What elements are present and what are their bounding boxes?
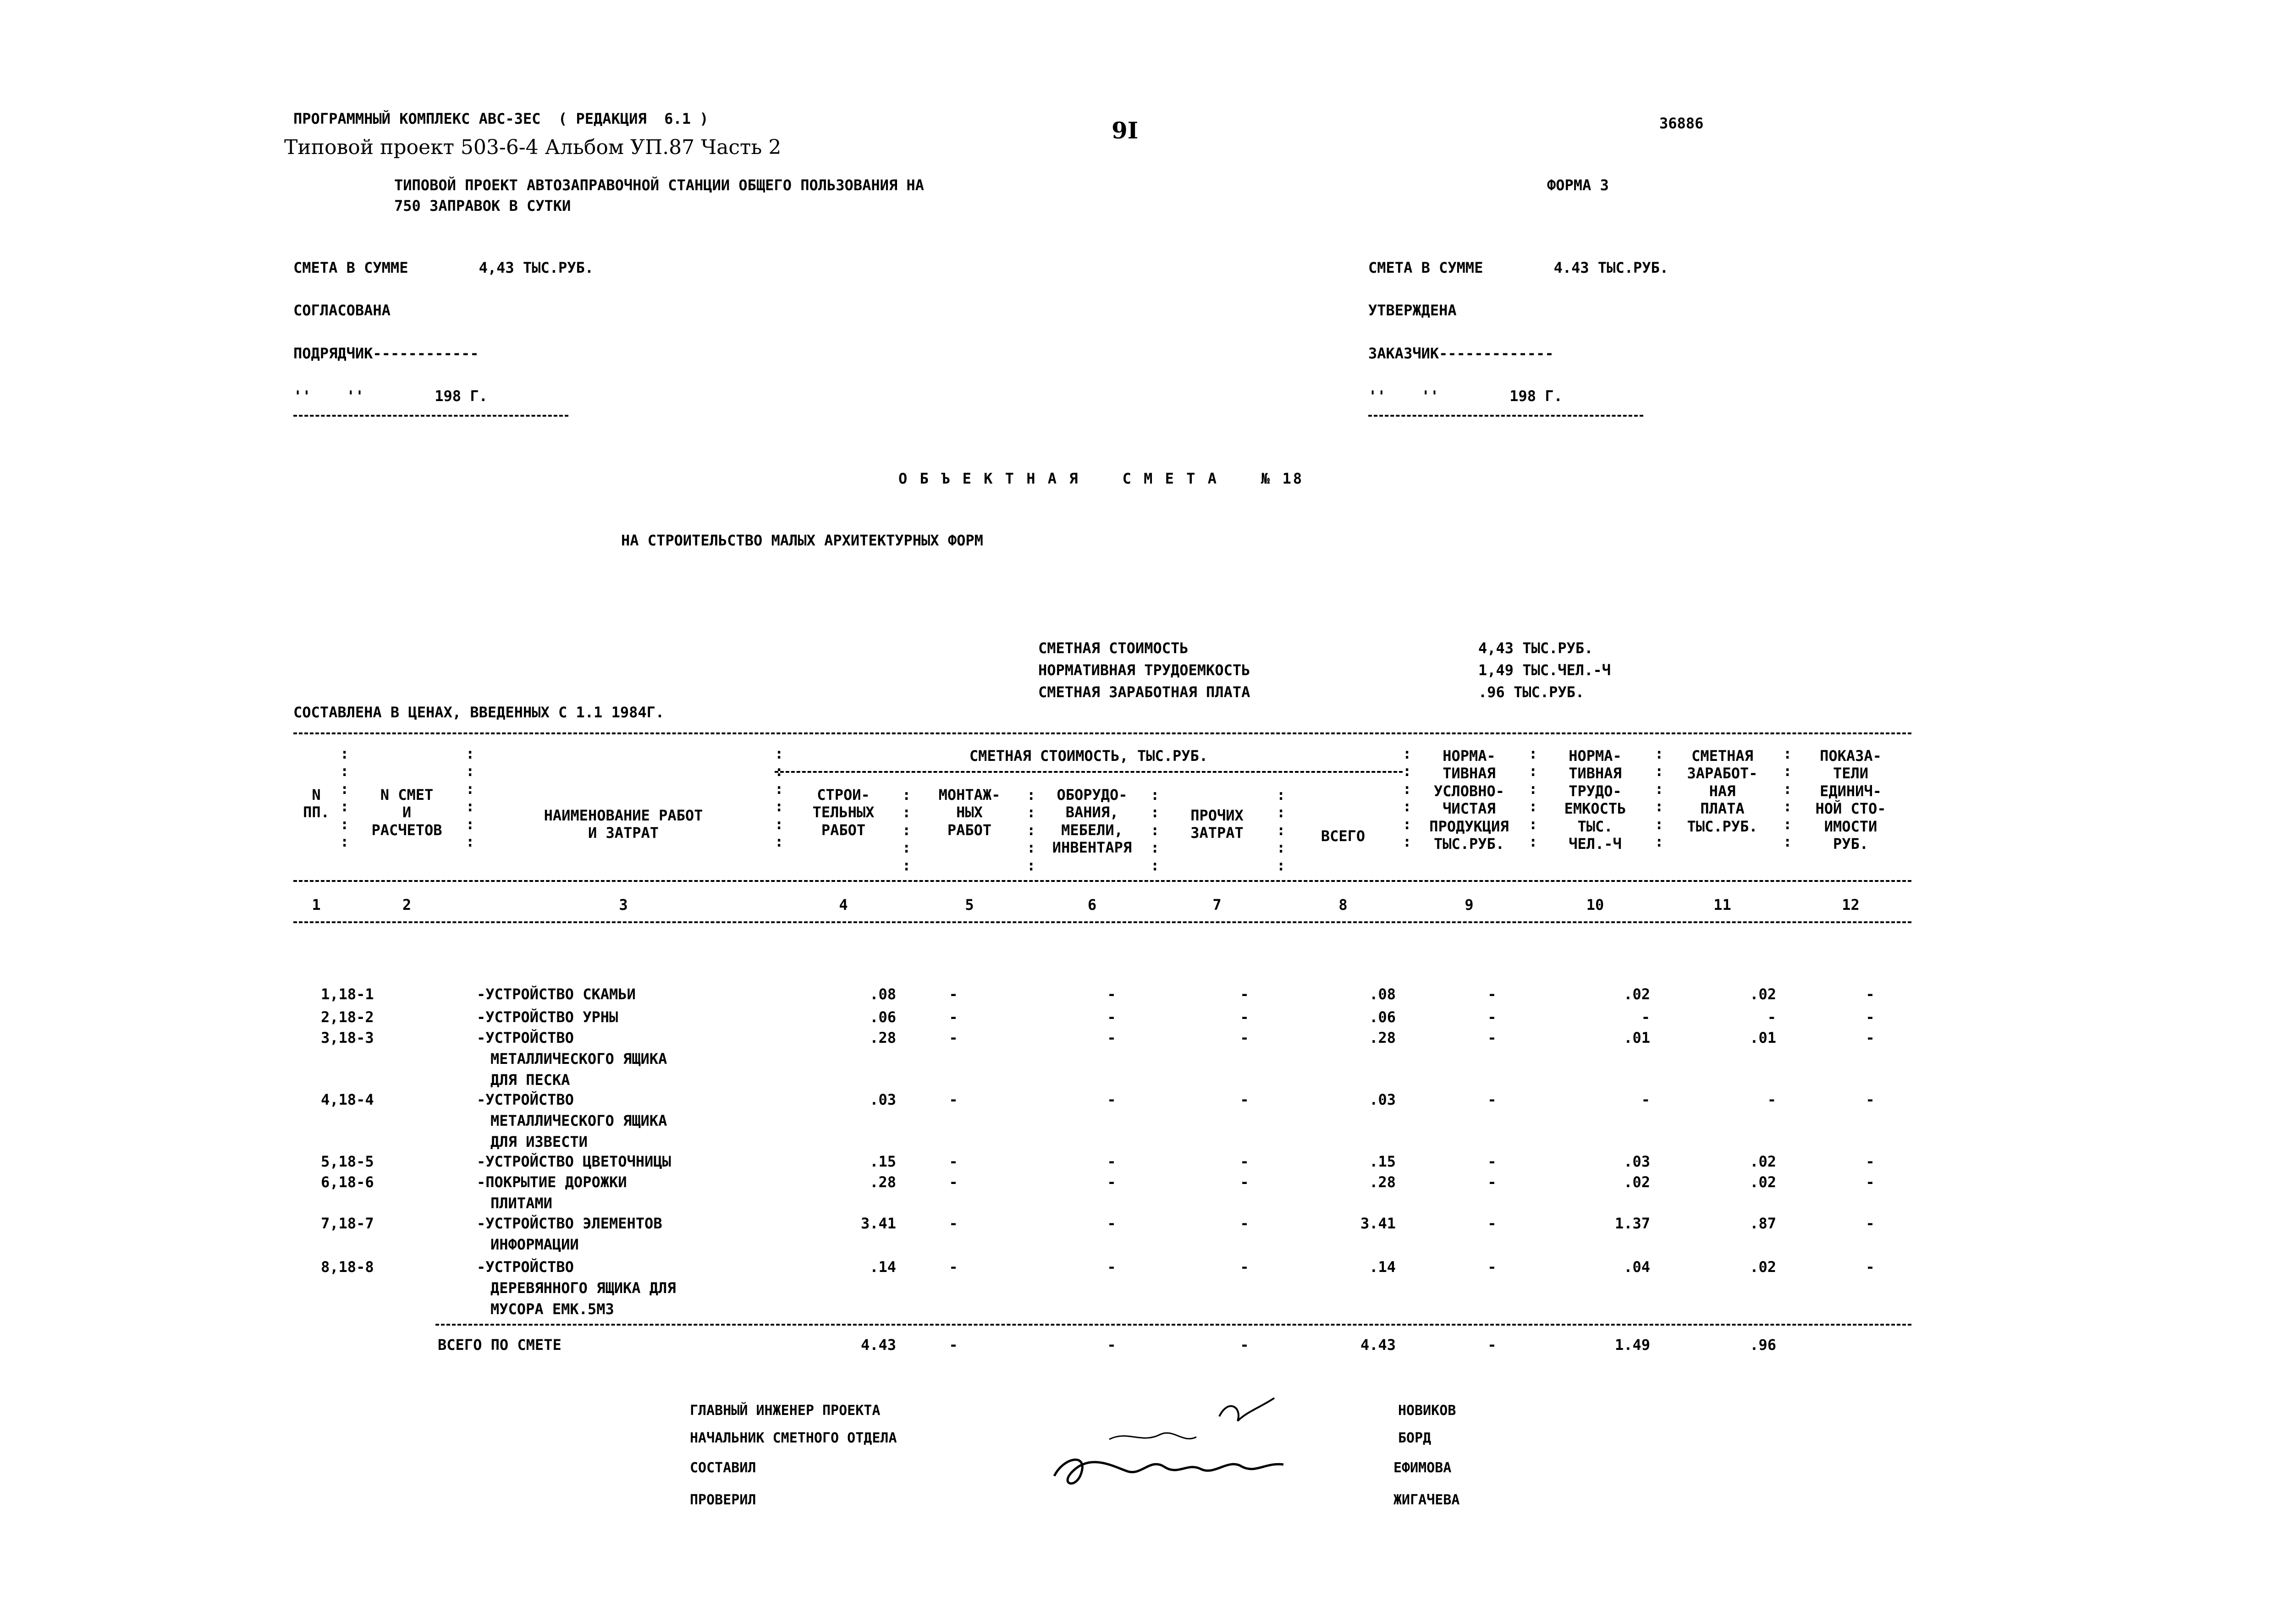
- row-c8: 3.41: [1360, 1215, 1396, 1232]
- signature-name: ЕФИМОВА: [1393, 1460, 1452, 1476]
- total-label: ВСЕГО ПО СМЕТЕ: [438, 1336, 562, 1354]
- header-cell: НОРМА- ТИВНАЯ ТРУДО- ЕМКОСТЬ ТЫС. ЧЕЛ.-Ч: [1564, 747, 1626, 853]
- row-c10: .02: [1624, 985, 1650, 1003]
- column-number: 1: [312, 896, 321, 914]
- project-title-line-1: ТИПОВОЙ ПРОЕКТ АВТОЗАПРАВОЧНОЙ СТАНЦИИ ОБЩЕГО ПОЛЬЗОВАНИЯ НА: [394, 176, 924, 194]
- row-name-line: МЕТАЛЛИЧЕСКОГО ЯЩИКА: [490, 1112, 667, 1129]
- row-name-line: -УСТРОЙСТВО: [477, 1258, 574, 1276]
- total-c9: -: [1487, 1336, 1497, 1354]
- row-c10: -: [1641, 1091, 1650, 1108]
- table-row: [0, 985, 2274, 1006]
- project-title-line-2: 750 ЗАПРАВОК В СУТКИ: [394, 197, 571, 215]
- row-c12: -: [1866, 1091, 1875, 1108]
- row-c6: -: [1107, 985, 1116, 1003]
- row-name-line: ДЛЯ ПЕСКА: [490, 1071, 570, 1089]
- total-c5: -: [949, 1336, 958, 1354]
- row-c6: -: [1107, 1153, 1116, 1170]
- row-c4: .08: [870, 985, 896, 1003]
- page-number: 9I: [1112, 117, 1139, 144]
- row-c8: .03: [1369, 1091, 1396, 1108]
- row-c5: -: [949, 1008, 958, 1026]
- column-number: 6: [1087, 896, 1097, 914]
- row-c6: -: [1107, 1029, 1116, 1046]
- table-row: [0, 1173, 2274, 1212]
- row-number: 6,18-6: [321, 1173, 374, 1191]
- row-c8: .08: [1369, 985, 1396, 1003]
- row-c11: .01: [1750, 1029, 1776, 1046]
- row-c11: .87: [1750, 1215, 1776, 1232]
- table-row: [0, 1258, 2274, 1318]
- row-name-line: -УСТРОЙСТВО ЦВЕТОЧНИЦЫ: [477, 1153, 671, 1170]
- row-c7: -: [1240, 985, 1249, 1003]
- column-numbers-rule: [293, 921, 1911, 923]
- row-name-line: ДЛЯ ИЗВЕСТИ: [490, 1133, 588, 1151]
- summary-value: 1,49 ТЫС.ЧЕЛ.-Ч: [1478, 661, 1611, 679]
- row-c5: -: [949, 985, 958, 1003]
- table-total-row: [0, 1336, 2274, 1356]
- row-c7: -: [1240, 1215, 1249, 1232]
- column-number: 3: [619, 896, 628, 914]
- row-c6: -: [1107, 1258, 1116, 1276]
- row-c4: .28: [870, 1029, 896, 1046]
- left-date: '' '' 198 Г.: [293, 387, 488, 405]
- row-c6: -: [1107, 1091, 1116, 1108]
- row-c4: .28: [870, 1173, 896, 1191]
- signature-name: НОВИКОВ: [1398, 1403, 1456, 1419]
- column-number: 11: [1713, 896, 1731, 914]
- row-name-line: МУСОРА ЕМК.5М3: [490, 1300, 614, 1318]
- row-number: 7,18-7: [321, 1215, 374, 1232]
- column-number: 7: [1212, 896, 1222, 914]
- header-cell: НАИМЕНОВАНИЕ РАБОТ И ЗАТРАТ: [544, 807, 703, 842]
- row-c9: -: [1487, 1215, 1497, 1232]
- summary-label: СМЕТНАЯ СТОИМОСТЬ: [1038, 639, 1189, 657]
- row-c5: -: [949, 1091, 958, 1108]
- right-sum: СМЕТА В СУММЕ 4.43 ТЫС.РУБ.: [1368, 259, 1669, 276]
- total-c10: 1.49: [1614, 1336, 1650, 1354]
- row-name-line: -УСТРОЙСТВО: [477, 1029, 574, 1046]
- column-number: 10: [1586, 896, 1604, 914]
- group-header-cost: СМЕТНАЯ СТОИМОСТЬ, ТЫС.РУБ.: [969, 747, 1208, 765]
- row-c8: .14: [1369, 1258, 1396, 1276]
- total-rule: [435, 1324, 1911, 1326]
- total-c11: .96: [1750, 1336, 1776, 1354]
- right-date: '' '' 198 Г.: [1368, 387, 1563, 405]
- header-cell: ПРОЧИХ ЗАТРАТ: [1190, 807, 1244, 842]
- row-name-line: ДЕРЕВЯННОГО ЯЩИКА ДЛЯ: [490, 1279, 676, 1297]
- header-cell: ВСЕГО: [1321, 827, 1366, 845]
- header-cell: МОНТАЖ- НЫХ РАБОТ: [938, 786, 1001, 839]
- summary-value: 4,43 ТЫС.РУБ.: [1478, 639, 1593, 657]
- row-c7: -: [1240, 1258, 1249, 1276]
- row-c12: -: [1866, 1008, 1875, 1026]
- program-line: ПРОГРАММНЫЙ КОМПЛЕКС АВС-ЗЕС ( РЕДАКЦИЯ 6.1 ): [293, 110, 709, 127]
- signature-role: ПРОВЕРИЛ: [690, 1492, 756, 1508]
- row-c4: .06: [870, 1008, 896, 1026]
- header-cell: N СМЕТ И РАСЧЕТОВ: [371, 786, 442, 839]
- row-c10: .04: [1624, 1258, 1650, 1276]
- total-c4: 4.43: [860, 1336, 896, 1354]
- summary-value: .96 ТЫС.РУБ.: [1478, 683, 1585, 701]
- row-c8: .28: [1369, 1029, 1396, 1046]
- row-c7: -: [1240, 1173, 1249, 1191]
- header-cell: ОБОРУДО- ВАНИЯ, МЕБЕЛИ, ИНВЕНТАРЯ: [1052, 786, 1132, 857]
- row-c9: -: [1487, 985, 1497, 1003]
- row-c11: .02: [1750, 1153, 1776, 1170]
- group-header-rule: [775, 771, 1403, 773]
- row-c9: -: [1487, 1029, 1497, 1046]
- row-c9: -: [1487, 1173, 1497, 1191]
- row-c12: -: [1866, 1153, 1875, 1170]
- row-name-line: -УСТРОЙСТВО УРНЫ: [477, 1008, 618, 1026]
- right-role: ЗАКАЗЧИК-------------: [1368, 345, 1554, 362]
- row-c8: .15: [1369, 1153, 1396, 1170]
- row-c5: -: [949, 1215, 958, 1232]
- row-number: 1,18-1: [321, 985, 374, 1003]
- total-c6: -: [1107, 1336, 1116, 1354]
- summary-label: НОРМАТИВНАЯ ТРУДОЕМКОСТЬ: [1038, 661, 1250, 679]
- row-c6: -: [1107, 1008, 1116, 1026]
- row-c11: .02: [1750, 1173, 1776, 1191]
- column-number: 12: [1842, 896, 1860, 914]
- row-c7: -: [1240, 1029, 1249, 1046]
- row-name-line: -УСТРОЙСТВО СКАМЬИ: [477, 985, 636, 1003]
- right-date-underline: [1368, 415, 1643, 417]
- row-c11: .02: [1750, 985, 1776, 1003]
- row-c11: -: [1767, 1008, 1776, 1026]
- table-top-rule: [293, 732, 1911, 734]
- row-number: 4,18-4: [321, 1091, 374, 1108]
- header-cell: НОРМА- ТИВНАЯ УСЛОВНО- ЧИСТАЯ ПРОДУКЦИЯ ТЫС.РУБ.: [1429, 747, 1509, 853]
- row-c9: -: [1487, 1153, 1497, 1170]
- prices-note: СОСТАВЛЕНА В ЦЕНАХ, ВВЕДЕННЫХ С 1.1 1984Г.: [293, 704, 665, 721]
- signature-role: СОСТАВИЛ: [690, 1460, 756, 1476]
- row-c8: .28: [1369, 1173, 1396, 1191]
- signature-name: БОРД: [1398, 1430, 1432, 1446]
- row-c12: -: [1866, 985, 1875, 1003]
- row-number: 2,18-2: [321, 1008, 374, 1026]
- row-name-line: ПЛИТАМИ: [490, 1195, 552, 1212]
- table-row: [0, 1029, 2274, 1089]
- row-c6: -: [1107, 1215, 1116, 1232]
- form-label: ФОРМА 3: [1547, 176, 1609, 194]
- row-c12: -: [1866, 1173, 1875, 1191]
- row-name-line: ИНФОРМАЦИИ: [490, 1236, 579, 1253]
- handwritten-signature: [1045, 1380, 1302, 1517]
- header-cell: ПОКАЗА- ТЕЛИ ЕДИНИЧ- НОЙ СТО- ИМОСТИ РУБ.: [1815, 747, 1886, 853]
- signature-role: ГЛАВНЫЙ ИНЖЕНЕР ПРОЕКТА: [690, 1403, 881, 1419]
- row-number: 8,18-8: [321, 1258, 374, 1276]
- left-role: ПОДРЯДЧИК------------: [293, 345, 479, 362]
- row-c7: -: [1240, 1091, 1249, 1108]
- row-c5: -: [949, 1153, 958, 1170]
- table-row: [0, 1091, 2274, 1151]
- row-c9: -: [1487, 1008, 1497, 1026]
- row-c11: -: [1767, 1091, 1776, 1108]
- row-c4: 3.41: [860, 1215, 896, 1232]
- left-date-underline: [293, 415, 568, 417]
- row-c8: .06: [1369, 1008, 1396, 1026]
- row-c10: .02: [1624, 1173, 1650, 1191]
- right-status: УТВЕРЖДЕНА: [1368, 302, 1457, 319]
- row-c5: -: [949, 1258, 958, 1276]
- row-c5: -: [949, 1173, 958, 1191]
- column-number: 8: [1338, 896, 1348, 914]
- column-number: 9: [1465, 896, 1474, 914]
- row-c11: .02: [1750, 1258, 1776, 1276]
- total-c8: 4.43: [1360, 1336, 1396, 1354]
- row-c9: -: [1487, 1258, 1497, 1276]
- row-name-line: -ПОКРЫТИЕ ДОРОЖКИ: [477, 1173, 627, 1191]
- header-cell: СТРОИ- ТЕЛЬНЫХ РАБОТ: [812, 786, 875, 839]
- row-name-line: МЕТАЛЛИЧЕСКОГО ЯЩИКА: [490, 1050, 667, 1068]
- signature-role: НАЧАЛЬНИК СМЕТНОГО ОТДЕЛА: [690, 1430, 897, 1446]
- column-number: 2: [402, 896, 412, 914]
- row-c10: 1.37: [1614, 1215, 1650, 1232]
- left-sum: СМЕТА В СУММЕ 4,43 ТЫС.РУБ.: [293, 259, 594, 276]
- table-row: [0, 1215, 2274, 1253]
- row-c10: .01: [1624, 1029, 1650, 1046]
- left-status: СОГЛАСОВАНА: [293, 302, 391, 319]
- row-c5: -: [949, 1029, 958, 1046]
- table-row: [0, 1008, 2274, 1029]
- row-c4: .15: [870, 1153, 896, 1170]
- row-c9: -: [1487, 1091, 1497, 1108]
- column-number: 4: [839, 896, 848, 914]
- row-name-line: -УСТРОЙСТВО ЭЛЕМЕНТОВ: [477, 1215, 662, 1232]
- row-c12: -: [1866, 1258, 1875, 1276]
- row-c7: -: [1240, 1008, 1249, 1026]
- header-cell: СМЕТНАЯ ЗАРАБОТ- НАЯ ПЛАТА ТЫС.РУБ.: [1687, 747, 1758, 835]
- row-c12: -: [1866, 1215, 1875, 1232]
- table-row: [0, 1153, 2274, 1173]
- header-cell: N ПП.: [303, 786, 330, 821]
- header-bottom-rule: [293, 880, 1911, 882]
- row-c6: -: [1107, 1173, 1116, 1191]
- row-c7: -: [1240, 1153, 1249, 1170]
- document-subtitle: НА СТРОИТЕЛЬСТВО МАЛЫХ АРХИТЕКТУРНЫХ ФОРМ: [621, 532, 983, 549]
- document-number: 36886: [1659, 115, 1704, 132]
- row-number: 3,18-3: [321, 1029, 374, 1046]
- row-c10: .03: [1624, 1153, 1650, 1170]
- signature-name: ЖИГАЧЕВА: [1393, 1492, 1460, 1508]
- row-c4: .14: [870, 1258, 896, 1276]
- summary-label: СМЕТНАЯ ЗАРАБОТНАЯ ПЛАТА: [1038, 683, 1250, 701]
- document-title: О Б Ъ Е К Т Н А Я С М Е Т А № 18: [898, 470, 1304, 487]
- row-number: 5,18-5: [321, 1153, 374, 1170]
- project-reference: Типовой проект 503-6-4 Альбом УП.87 Часть 2: [284, 136, 782, 159]
- row-c10: -: [1641, 1008, 1650, 1026]
- column-number: 5: [965, 896, 974, 914]
- row-name-line: -УСТРОЙСТВО: [477, 1091, 574, 1108]
- total-c7: -: [1240, 1336, 1249, 1354]
- row-c12: -: [1866, 1029, 1875, 1046]
- row-c4: .03: [870, 1091, 896, 1108]
